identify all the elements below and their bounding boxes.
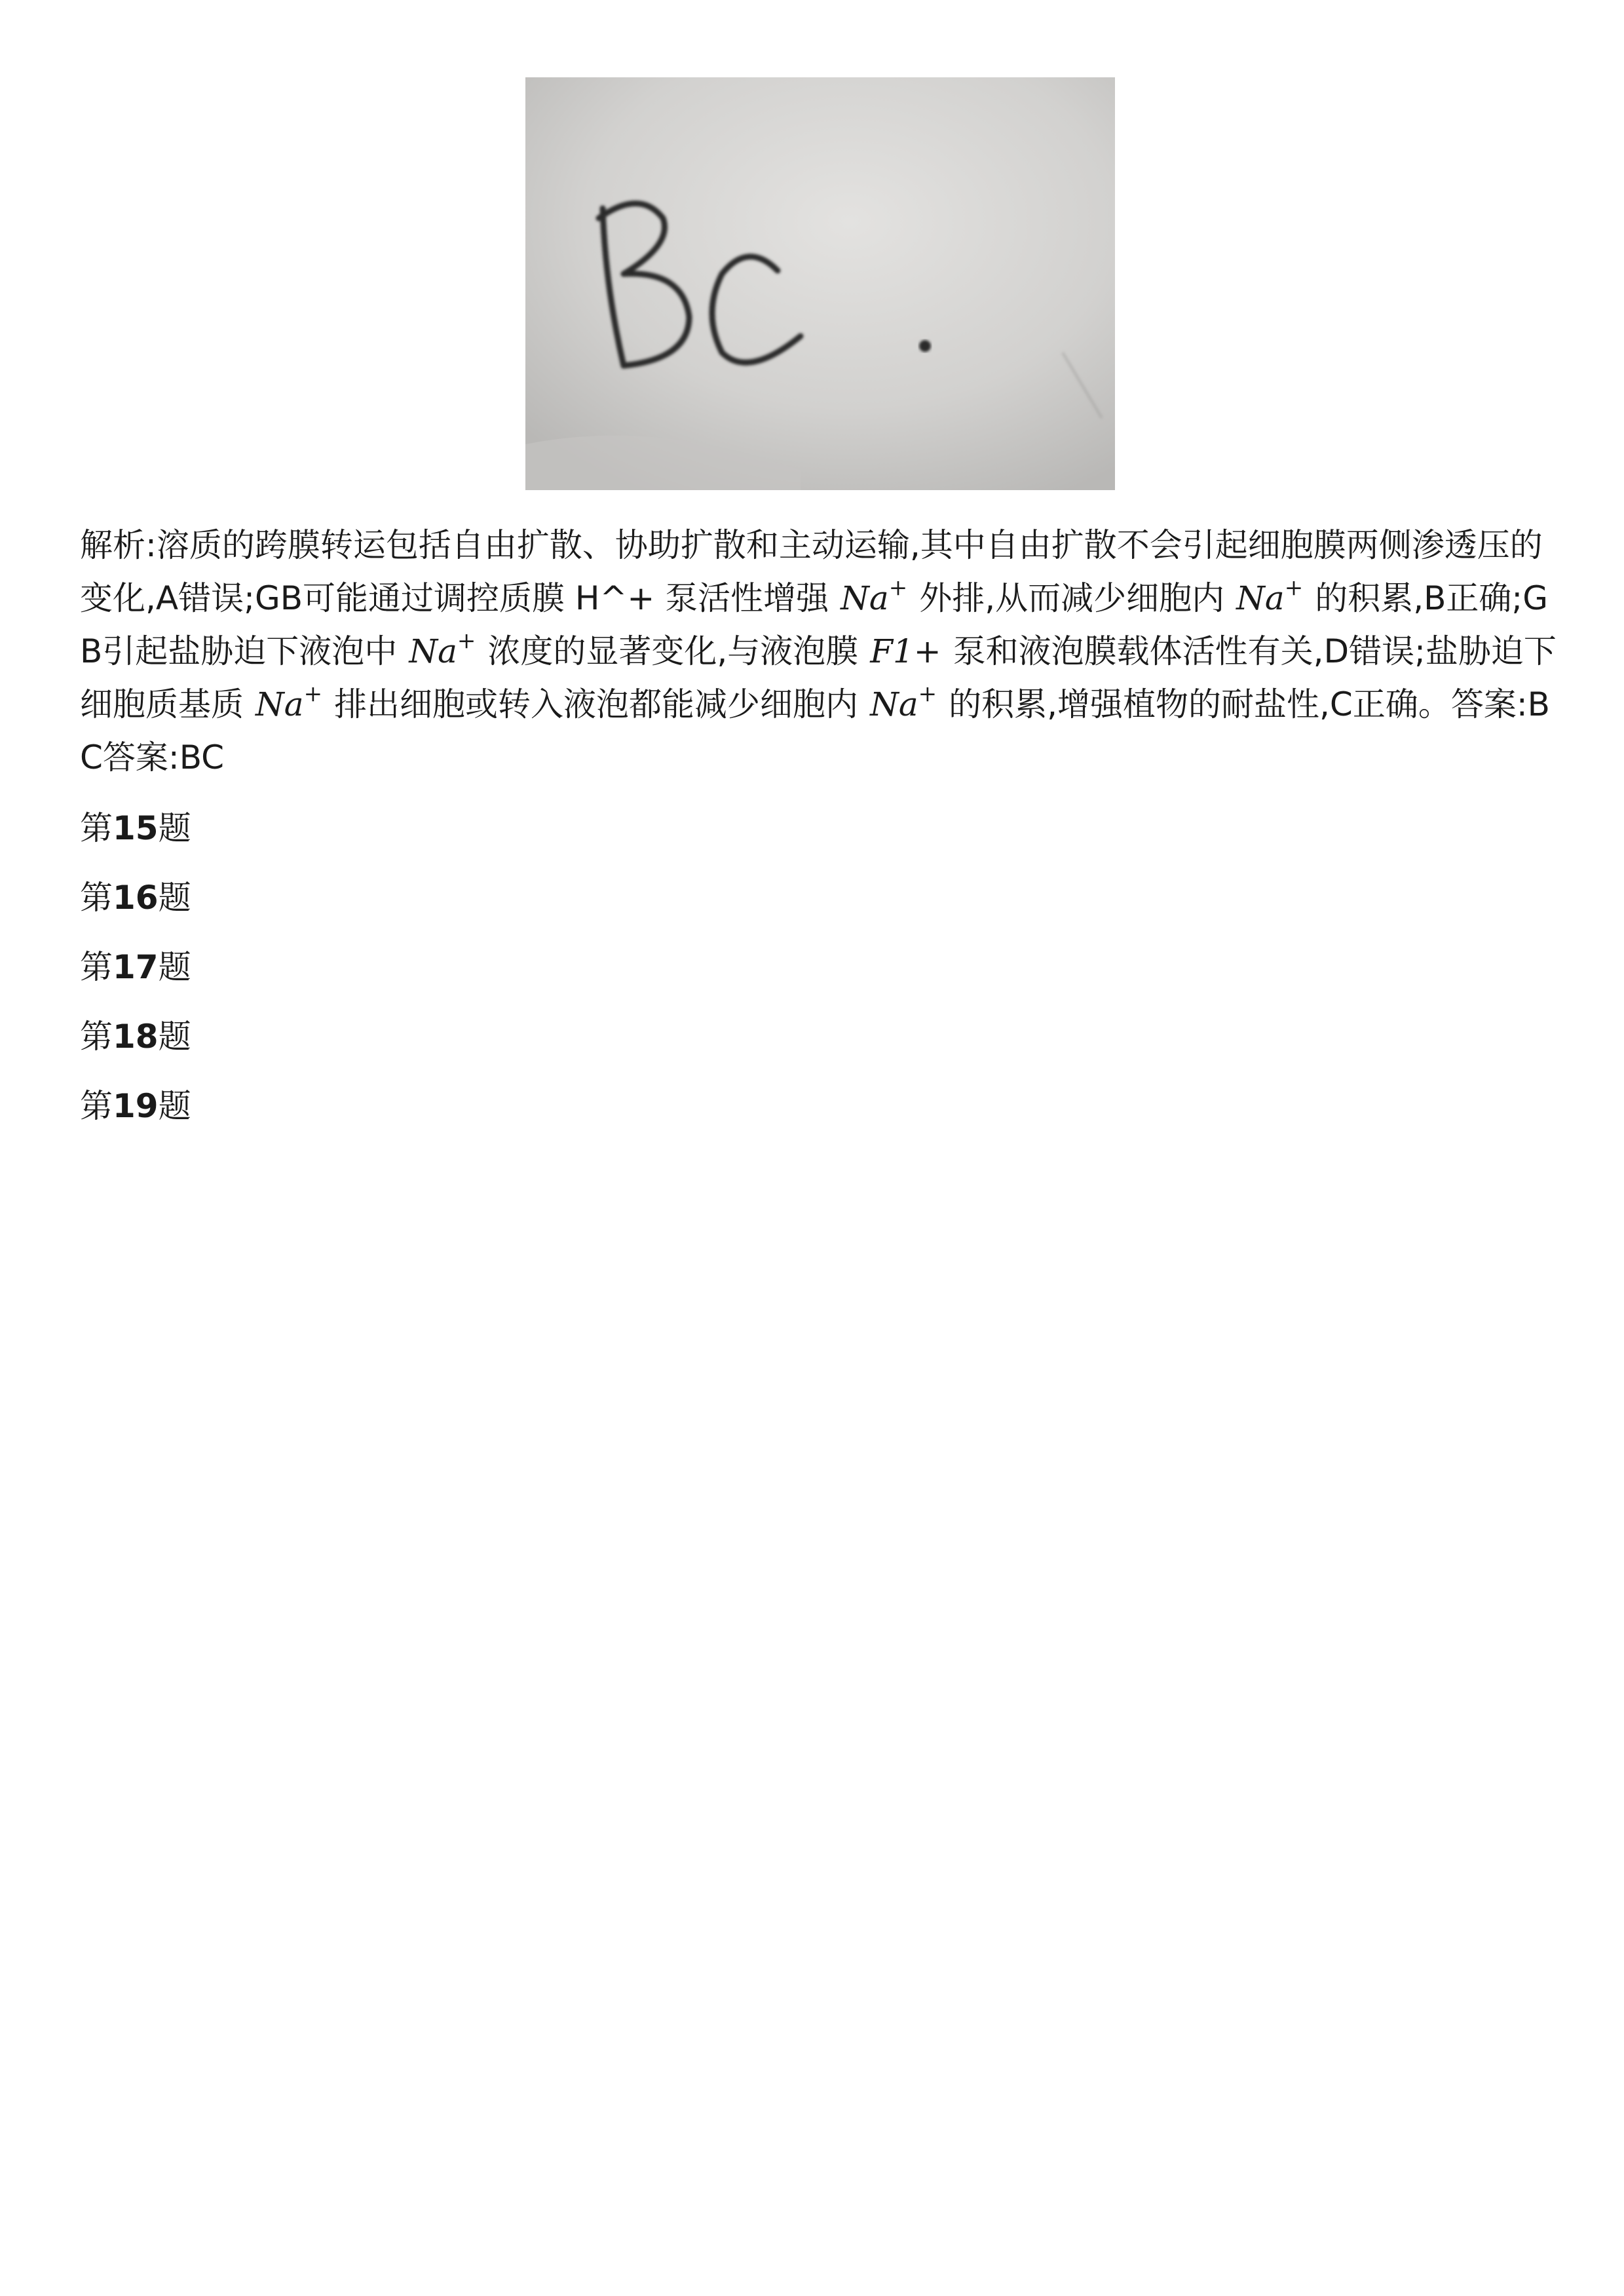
math-base: Na xyxy=(870,685,918,723)
question-number: 16 xyxy=(113,879,159,917)
question-heading xyxy=(80,947,191,987)
math-base: Na xyxy=(840,579,889,617)
answer-photo xyxy=(525,77,1115,490)
math-expression xyxy=(1224,575,1315,617)
analysis-text-segment: 排出细胞或转入液泡都能减少细胞内 xyxy=(334,685,859,723)
question-suffix: 题 xyxy=(158,1018,191,1056)
question-number: 18 xyxy=(113,1018,159,1056)
question-suffix: 题 xyxy=(158,879,191,917)
question-prefix: 第 xyxy=(80,879,113,917)
question-prefix: 第 xyxy=(80,1018,113,1056)
question-number: 19 xyxy=(113,1087,159,1125)
math-base: Na xyxy=(409,632,457,670)
math-base: Na xyxy=(1236,579,1285,617)
math-expression xyxy=(858,632,953,670)
analysis-text-segment: 泵和液泡膜载体活性有关,D错误;盐胁迫下细胞质基质 xyxy=(80,632,1557,723)
question-number: 17 xyxy=(113,948,159,986)
math-expression xyxy=(397,628,487,670)
question-heading xyxy=(80,809,191,848)
math-expression xyxy=(829,575,919,617)
math-base: Na xyxy=(255,685,304,723)
question-heading xyxy=(80,1017,191,1056)
math-superscript: + xyxy=(457,628,476,654)
question-heading xyxy=(80,1086,191,1126)
question-heading xyxy=(80,878,191,917)
analysis-text-segment: 外排,从而减少细胞内 xyxy=(919,579,1225,617)
question-prefix: 第 xyxy=(80,809,113,847)
math-superscript: + xyxy=(918,681,937,707)
analysis-text-segment: 解析:溶质的跨膜转运包括自由扩散、协助扩散和主动运输,其中自由扩散不会引起细胞膜两侧渗透压的变化,A错误;GB可能通过调控质膜 H^+ 泵活性增强 xyxy=(80,526,1543,617)
analysis-paragraph xyxy=(80,519,1560,784)
math-base: F1+ xyxy=(870,632,941,670)
math-superscript: + xyxy=(888,575,908,601)
analysis-text-segment: 的积累,B正确;GB引起盐胁迫下液泡中 xyxy=(80,579,1548,670)
analysis-text-segment: 的积累,增强植物的耐盐性,C正确。答案:BC答案:BC xyxy=(80,685,1550,776)
math-superscript: + xyxy=(1284,575,1304,601)
math-expression xyxy=(244,681,334,723)
question-prefix: 第 xyxy=(80,1087,113,1125)
analysis-text-segment: 浓度的显著变化,与液泡膜 xyxy=(487,632,859,670)
question-suffix: 题 xyxy=(158,809,191,847)
math-expression xyxy=(858,681,949,723)
question-suffix: 题 xyxy=(158,948,191,986)
math-superscript: + xyxy=(303,681,323,707)
question-suffix: 题 xyxy=(158,1087,191,1125)
question-prefix: 第 xyxy=(80,948,113,986)
handwritten-answer-image xyxy=(525,77,1115,490)
question-number: 15 xyxy=(113,809,159,847)
